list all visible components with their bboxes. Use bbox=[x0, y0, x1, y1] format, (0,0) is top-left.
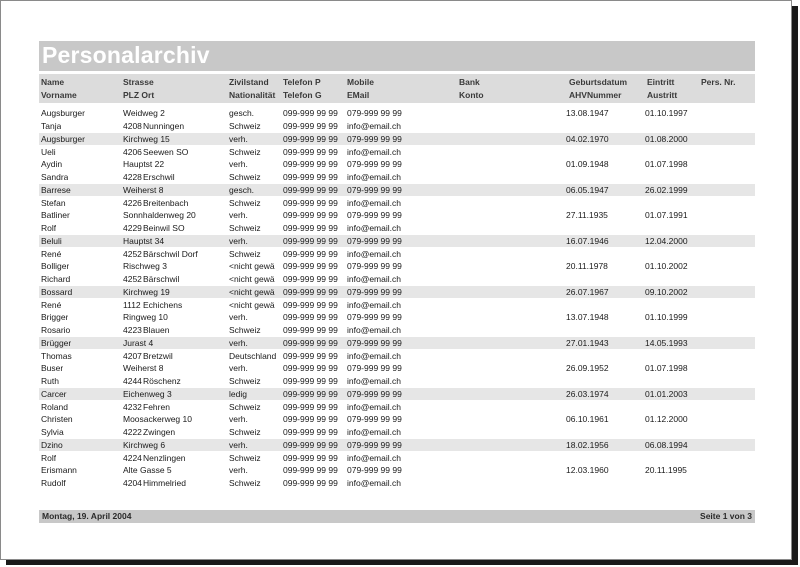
cell-mobile: 079-999 99 99 bbox=[347, 133, 402, 144]
page-shadow-right bbox=[792, 6, 798, 564]
cell-plz: 4207 bbox=[123, 350, 142, 361]
cell-name: Erismann bbox=[41, 465, 77, 475]
report-title: Personalarchiv bbox=[42, 42, 210, 68]
report-footer bbox=[39, 510, 755, 523]
cell-ort: Erschwil bbox=[143, 172, 175, 182]
cell-telefon-g: 099-999 99 99 bbox=[283, 274, 338, 284]
cell-eintritt: 09.10.2002 bbox=[645, 286, 688, 297]
cell-telefon-p: 099-999 99 99 bbox=[283, 312, 338, 322]
cell-telefon-g: 099-999 99 99 bbox=[283, 248, 338, 259]
cell-telefon-g: 099-999 99 99 bbox=[283, 325, 338, 335]
cell-vorname: Thomas bbox=[41, 350, 72, 361]
cell-zivilstand: <nicht gewä bbox=[229, 261, 275, 271]
record-row bbox=[39, 209, 755, 235]
cell-ort: Seewen SO bbox=[143, 146, 189, 157]
record-row bbox=[39, 184, 755, 210]
cell-telefon-g: 099-999 99 99 bbox=[283, 401, 338, 412]
cell-name: Batliner bbox=[41, 210, 70, 220]
header-geburtsdatum: Geburtsdatum bbox=[569, 77, 628, 87]
cell-nationalitaet: Deutschland bbox=[229, 350, 277, 361]
cell-ort: Zwingen bbox=[143, 427, 176, 437]
cell-plz: 4208 bbox=[123, 121, 142, 131]
cell-ort: Nenzlingen bbox=[143, 452, 186, 463]
cell-telefon-p: 099-999 99 99 bbox=[283, 363, 338, 373]
cell-geburtsdatum: 26.07.1967 bbox=[566, 286, 609, 297]
header-ahvnummer: AHVNummer bbox=[569, 90, 622, 100]
cell-geburtsdatum: 06.05.1947 bbox=[566, 184, 609, 195]
cell-telefon-g: 099-999 99 99 bbox=[283, 427, 338, 437]
cell-telefon-g: 099-999 99 99 bbox=[283, 478, 338, 488]
cell-nationalitaet: Schweiz bbox=[229, 478, 261, 488]
cell-telefon-p: 099-999 99 99 bbox=[283, 414, 338, 424]
cell-telefon-p: 099-999 99 99 bbox=[283, 210, 338, 220]
cell-telefon-g: 099-999 99 99 bbox=[283, 197, 338, 208]
cell-nationalitaet: Schweiz bbox=[229, 325, 261, 335]
cell-ort: Bärschwil bbox=[143, 274, 180, 284]
cell-zivilstand: verh. bbox=[229, 210, 248, 220]
cell-telefon-g: 099-999 99 99 bbox=[283, 350, 338, 361]
cell-telefon-g: 099-999 99 99 bbox=[283, 121, 338, 131]
cell-eintritt: 01.07.1998 bbox=[645, 159, 688, 169]
cell-telefon-p: 099-999 99 99 bbox=[283, 108, 338, 118]
cell-zivilstand: gesch. bbox=[229, 108, 255, 118]
record-line-1 bbox=[39, 108, 755, 121]
cell-plz: 4244 bbox=[123, 376, 142, 386]
cell-strasse: Weidweg 2 bbox=[123, 108, 165, 118]
cell-mobile: 079-999 99 99 bbox=[347, 235, 402, 246]
cell-strasse: Weiherst 8 bbox=[123, 363, 164, 373]
cell-ort: Nunningen bbox=[143, 121, 185, 131]
cell-vorname: Ruth bbox=[41, 376, 59, 386]
cell-eintritt: 01.10.2002 bbox=[645, 261, 688, 271]
cell-plz: 4232 bbox=[123, 401, 142, 412]
cell-eintritt: 01.08.2000 bbox=[645, 133, 688, 144]
cell-telefon-g: 099-999 99 99 bbox=[283, 172, 338, 182]
cell-telefon-p: 099-999 99 99 bbox=[283, 159, 338, 169]
record-line-1 bbox=[39, 159, 755, 172]
cell-email: info@email.ch bbox=[347, 452, 401, 463]
cell-strasse: Hauptst 22 bbox=[123, 159, 165, 169]
cell-email: info@email.ch bbox=[347, 299, 401, 310]
cell-mobile: 079-999 99 99 bbox=[347, 337, 402, 348]
cell-nationalitaet: Schweiz bbox=[229, 223, 261, 233]
record-row bbox=[39, 337, 755, 363]
cell-nationalitaet: <nicht gewä bbox=[229, 299, 275, 310]
cell-vorname: Rolf bbox=[41, 223, 57, 233]
cell-name: Augsburger bbox=[41, 108, 85, 118]
cell-email: info@email.ch bbox=[347, 223, 401, 233]
record-row bbox=[39, 260, 755, 286]
record-line-1 bbox=[39, 185, 755, 198]
header-plz-ort: PLZ Ort bbox=[123, 90, 155, 100]
cell-eintritt: 01.12.2000 bbox=[645, 414, 688, 424]
cell-eintritt: 14.05.1993 bbox=[645, 337, 688, 348]
record-line-1 bbox=[39, 338, 755, 351]
record-row bbox=[39, 413, 755, 439]
record-row bbox=[39, 439, 755, 465]
cell-nationalitaet: Schweiz bbox=[229, 401, 261, 412]
cell-eintritt: 01.10.1997 bbox=[645, 108, 688, 118]
cell-name: Bolliger bbox=[41, 261, 70, 271]
record-row bbox=[39, 133, 755, 159]
cell-strasse: Weiherst 8 bbox=[123, 184, 164, 195]
record-row bbox=[39, 107, 755, 133]
header-bank: Bank bbox=[459, 77, 480, 87]
cell-geburtsdatum: 27.01.1943 bbox=[566, 337, 609, 348]
cell-zivilstand: verh. bbox=[229, 414, 248, 424]
cell-zivilstand: verh. bbox=[229, 159, 248, 169]
footer-page-number: Seite 1 von 3 bbox=[700, 511, 752, 521]
cell-eintritt: 01.01.2003 bbox=[645, 388, 688, 399]
cell-nationalitaet: Schweiz bbox=[229, 452, 261, 463]
header-austritt: Austritt bbox=[647, 90, 678, 100]
cell-geburtsdatum: 26.03.1974 bbox=[566, 388, 609, 399]
cell-plz: 4206 bbox=[123, 146, 142, 157]
cell-telefon-g: 099-999 99 99 bbox=[283, 452, 338, 463]
cell-telefon-g: 099-999 99 99 bbox=[283, 146, 338, 157]
cell-zivilstand: verh. bbox=[229, 235, 248, 246]
header-name: Name bbox=[41, 77, 65, 87]
cell-email: info@email.ch bbox=[347, 274, 401, 284]
cell-vorname: Tanja bbox=[41, 121, 62, 131]
cell-plz: 4252 bbox=[123, 248, 142, 259]
record-row bbox=[39, 286, 755, 312]
cell-vorname: Rolf bbox=[41, 452, 57, 463]
cell-name: Augsburger bbox=[41, 133, 85, 144]
cell-plz: 4252 bbox=[123, 274, 142, 284]
cell-strasse: Kirchweg 19 bbox=[123, 286, 170, 297]
cell-email: info@email.ch bbox=[347, 427, 401, 437]
cell-name: Christen bbox=[41, 414, 73, 424]
cell-plz: 4224 bbox=[123, 452, 142, 463]
cell-mobile: 079-999 99 99 bbox=[347, 414, 402, 424]
cell-email: info@email.ch bbox=[347, 478, 401, 488]
cell-mobile: 079-999 99 99 bbox=[347, 261, 402, 271]
cell-geburtsdatum: 26.09.1952 bbox=[566, 363, 609, 373]
record-row bbox=[39, 311, 755, 337]
cell-vorname: Roland bbox=[41, 401, 68, 412]
header-mobile: Mobile bbox=[347, 77, 374, 87]
cell-email: info@email.ch bbox=[347, 248, 401, 259]
cell-geburtsdatum: 16.07.1946 bbox=[566, 235, 609, 246]
record-line-1 bbox=[39, 134, 755, 147]
cell-nationalitaet: Schweiz bbox=[229, 146, 261, 157]
cell-telefon-p: 099-999 99 99 bbox=[283, 337, 338, 348]
cell-telefon-p: 099-999 99 99 bbox=[283, 235, 338, 246]
cell-mobile: 079-999 99 99 bbox=[347, 159, 402, 169]
record-line-1 bbox=[39, 440, 755, 453]
cell-eintritt: 12.04.2000 bbox=[645, 235, 688, 246]
record-row bbox=[39, 158, 755, 184]
cell-plz: 4223 bbox=[123, 325, 142, 335]
record-line-1 bbox=[39, 210, 755, 223]
cell-vorname: René bbox=[41, 248, 62, 259]
header-telefon-p: Telefon P bbox=[283, 77, 321, 87]
cell-name: Buser bbox=[41, 363, 64, 373]
cell-vorname: Ueli bbox=[41, 146, 56, 157]
cell-telefon-g: 099-999 99 99 bbox=[283, 223, 338, 233]
cell-name: Carcer bbox=[41, 388, 67, 399]
cell-zivilstand: verh. bbox=[229, 133, 248, 144]
cell-zivilstand: verh. bbox=[229, 337, 248, 348]
cell-vorname: Richard bbox=[41, 274, 71, 284]
cell-telefon-p: 099-999 99 99 bbox=[283, 439, 338, 450]
header-eintritt: Eintritt bbox=[647, 77, 675, 87]
cell-eintritt: 20.11.1995 bbox=[645, 465, 687, 475]
cell-ort: Bretzwil bbox=[143, 350, 173, 361]
cell-plz: 4229 bbox=[123, 223, 142, 233]
header-telefon-g: Telefon G bbox=[283, 90, 322, 100]
cell-ort: Beinwil SO bbox=[143, 223, 185, 233]
cell-geburtsdatum: 20.11.1978 bbox=[566, 261, 608, 271]
header-vorname: Vorname bbox=[41, 90, 77, 100]
cell-strasse: Ringweg 10 bbox=[123, 312, 168, 322]
cell-vorname: Sylvia bbox=[41, 427, 64, 437]
cell-vorname: Rosario bbox=[41, 325, 71, 335]
cell-telefon-p: 099-999 99 99 bbox=[283, 286, 338, 297]
cell-plz: 4226 bbox=[123, 197, 142, 208]
cell-email: info@email.ch bbox=[347, 401, 401, 412]
footer-date: Montag, 19. April 2004 bbox=[42, 511, 132, 521]
cell-geburtsdatum: 13.08.1947 bbox=[566, 108, 609, 118]
cell-geburtsdatum: 01.09.1948 bbox=[566, 159, 609, 169]
cell-mobile: 079-999 99 99 bbox=[347, 388, 402, 399]
header-strasse: Strasse bbox=[123, 77, 154, 87]
cell-email: info@email.ch bbox=[347, 325, 401, 335]
cell-mobile: 079-999 99 99 bbox=[347, 465, 402, 475]
cell-plz: 1112 bbox=[123, 299, 141, 310]
cell-zivilstand: gesch. bbox=[229, 184, 255, 195]
cell-name: Brigger bbox=[41, 312, 69, 322]
cell-zivilstand: verh. bbox=[229, 312, 248, 322]
record-line-1 bbox=[39, 287, 755, 300]
cell-geburtsdatum: 06.10.1961 bbox=[566, 414, 609, 424]
cell-strasse: Kirchweg 6 bbox=[123, 439, 166, 450]
cell-strasse: Jurast 4 bbox=[123, 337, 154, 348]
cell-geburtsdatum: 18.02.1956 bbox=[566, 439, 609, 450]
cell-vorname: Sandra bbox=[41, 172, 69, 182]
cell-email: info@email.ch bbox=[347, 121, 401, 131]
cell-plz: 4204 bbox=[123, 478, 142, 488]
cell-email: info@email.ch bbox=[347, 350, 401, 361]
record-line-1 bbox=[39, 363, 755, 376]
cell-eintritt: 06.08.1994 bbox=[645, 439, 688, 450]
cell-name: Brügger bbox=[41, 337, 72, 348]
cell-name: Beluli bbox=[41, 235, 62, 246]
cell-zivilstand: verh. bbox=[229, 465, 248, 475]
cell-geburtsdatum: 12.03.1960 bbox=[566, 465, 609, 475]
cell-strasse: Alte Gasse 5 bbox=[123, 465, 172, 475]
cell-nationalitaet: Schweiz bbox=[229, 172, 261, 182]
cell-mobile: 079-999 99 99 bbox=[347, 312, 402, 322]
cell-nationalitaet: Schweiz bbox=[229, 376, 261, 386]
cell-mobile: 079-999 99 99 bbox=[347, 286, 402, 297]
cell-telefon-p: 099-999 99 99 bbox=[283, 184, 338, 195]
cell-strasse: Kirchweg 15 bbox=[123, 133, 170, 144]
cell-name: Aydin bbox=[41, 159, 63, 169]
cell-mobile: 079-999 99 99 bbox=[347, 363, 402, 373]
cell-vorname: Rudolf bbox=[41, 478, 66, 488]
cell-email: info@email.ch bbox=[347, 197, 401, 208]
record-line-1 bbox=[39, 236, 755, 249]
cell-nationalitaet: <nicht gewä bbox=[229, 274, 275, 284]
record-line-1 bbox=[39, 465, 755, 478]
cell-nationalitaet: Schweiz bbox=[229, 197, 261, 208]
cell-mobile: 079-999 99 99 bbox=[347, 210, 402, 220]
header-zivilstand: Zivilstand bbox=[229, 77, 269, 87]
cell-email: info@email.ch bbox=[347, 376, 401, 386]
cell-geburtsdatum: 27.11.1935 bbox=[566, 210, 608, 220]
record-line-1 bbox=[39, 312, 755, 325]
cell-mobile: 079-999 99 99 bbox=[347, 108, 402, 118]
cell-eintritt: 26.02.1999 bbox=[645, 184, 688, 195]
cell-strasse: Hauptst 34 bbox=[123, 235, 165, 246]
record-line-1 bbox=[39, 389, 755, 402]
cell-telefon-p: 099-999 99 99 bbox=[283, 133, 338, 144]
cell-mobile: 079-999 99 99 bbox=[347, 439, 402, 450]
cell-plz: 4222 bbox=[123, 427, 142, 437]
cell-ort: Blauen bbox=[143, 325, 170, 335]
cell-plz: 4228 bbox=[123, 172, 142, 182]
cell-vorname: Stefan bbox=[41, 197, 66, 208]
cell-email: info@email.ch bbox=[347, 146, 401, 157]
cell-ort: Echichens bbox=[143, 299, 183, 310]
cell-zivilstand: ledig bbox=[229, 388, 247, 399]
cell-name: Bossard bbox=[41, 286, 73, 297]
record-row bbox=[39, 362, 755, 388]
cell-nationalitaet: Schweiz bbox=[229, 248, 261, 259]
header-konto: Konto bbox=[459, 90, 484, 100]
cell-telefon-p: 099-999 99 99 bbox=[283, 261, 338, 271]
cell-eintritt: 01.10.1999 bbox=[645, 312, 688, 322]
cell-name: Dzino bbox=[41, 439, 63, 450]
cell-zivilstand: <nicht gewä bbox=[229, 286, 275, 297]
cell-strasse: Eichenweg 3 bbox=[123, 388, 172, 399]
page-shadow-bottom bbox=[6, 560, 798, 565]
cell-eintritt: 01.07.1998 bbox=[645, 363, 688, 373]
cell-mobile: 079-999 99 99 bbox=[347, 184, 402, 195]
record-row bbox=[39, 388, 755, 414]
cell-telefon-p: 099-999 99 99 bbox=[283, 465, 338, 475]
cell-nationalitaet: Schweiz bbox=[229, 427, 261, 437]
cell-name: Barrese bbox=[41, 184, 71, 195]
cell-ort: Himmelried bbox=[143, 478, 186, 488]
cell-telefon-p: 099-999 99 99 bbox=[283, 388, 338, 399]
record-row bbox=[39, 235, 755, 261]
record-line-2 bbox=[39, 478, 755, 491]
report-title-bar bbox=[39, 41, 755, 71]
cell-ort: Bärschwil Dorf bbox=[143, 248, 198, 259]
cell-ort: Röschenz bbox=[143, 376, 181, 386]
cell-strasse: Sonnhaldenweg 20 bbox=[123, 210, 196, 220]
header-email: EMail bbox=[347, 90, 370, 100]
cell-zivilstand: verh. bbox=[229, 363, 248, 373]
record-line-1 bbox=[39, 261, 755, 274]
cell-strasse: Moosackerweg 10 bbox=[123, 414, 192, 424]
cell-geburtsdatum: 04.02.1970 bbox=[566, 133, 609, 144]
record-row bbox=[39, 464, 755, 490]
column-header-bar bbox=[39, 74, 755, 103]
cell-vorname: René bbox=[41, 299, 62, 310]
header-nationalitaet: Nationalität bbox=[229, 90, 276, 100]
record-line-1 bbox=[39, 414, 755, 427]
cell-zivilstand: verh. bbox=[229, 439, 248, 450]
cell-email: info@email.ch bbox=[347, 172, 401, 182]
header-pers-nr: Pers. Nr. bbox=[701, 77, 736, 87]
cell-strasse: Rischweg 3 bbox=[123, 261, 167, 271]
cell-telefon-g: 099-999 99 99 bbox=[283, 376, 338, 386]
cell-geburtsdatum: 13.07.1948 bbox=[566, 312, 609, 322]
cell-telefon-g: 099-999 99 99 bbox=[283, 299, 338, 310]
cell-ort: Breitenbach bbox=[143, 197, 189, 208]
cell-eintritt: 01.07.1991 bbox=[645, 210, 688, 220]
records-list bbox=[39, 107, 755, 490]
cell-ort: Fehren bbox=[143, 401, 170, 412]
cell-nationalitaet: Schweiz bbox=[229, 121, 261, 131]
